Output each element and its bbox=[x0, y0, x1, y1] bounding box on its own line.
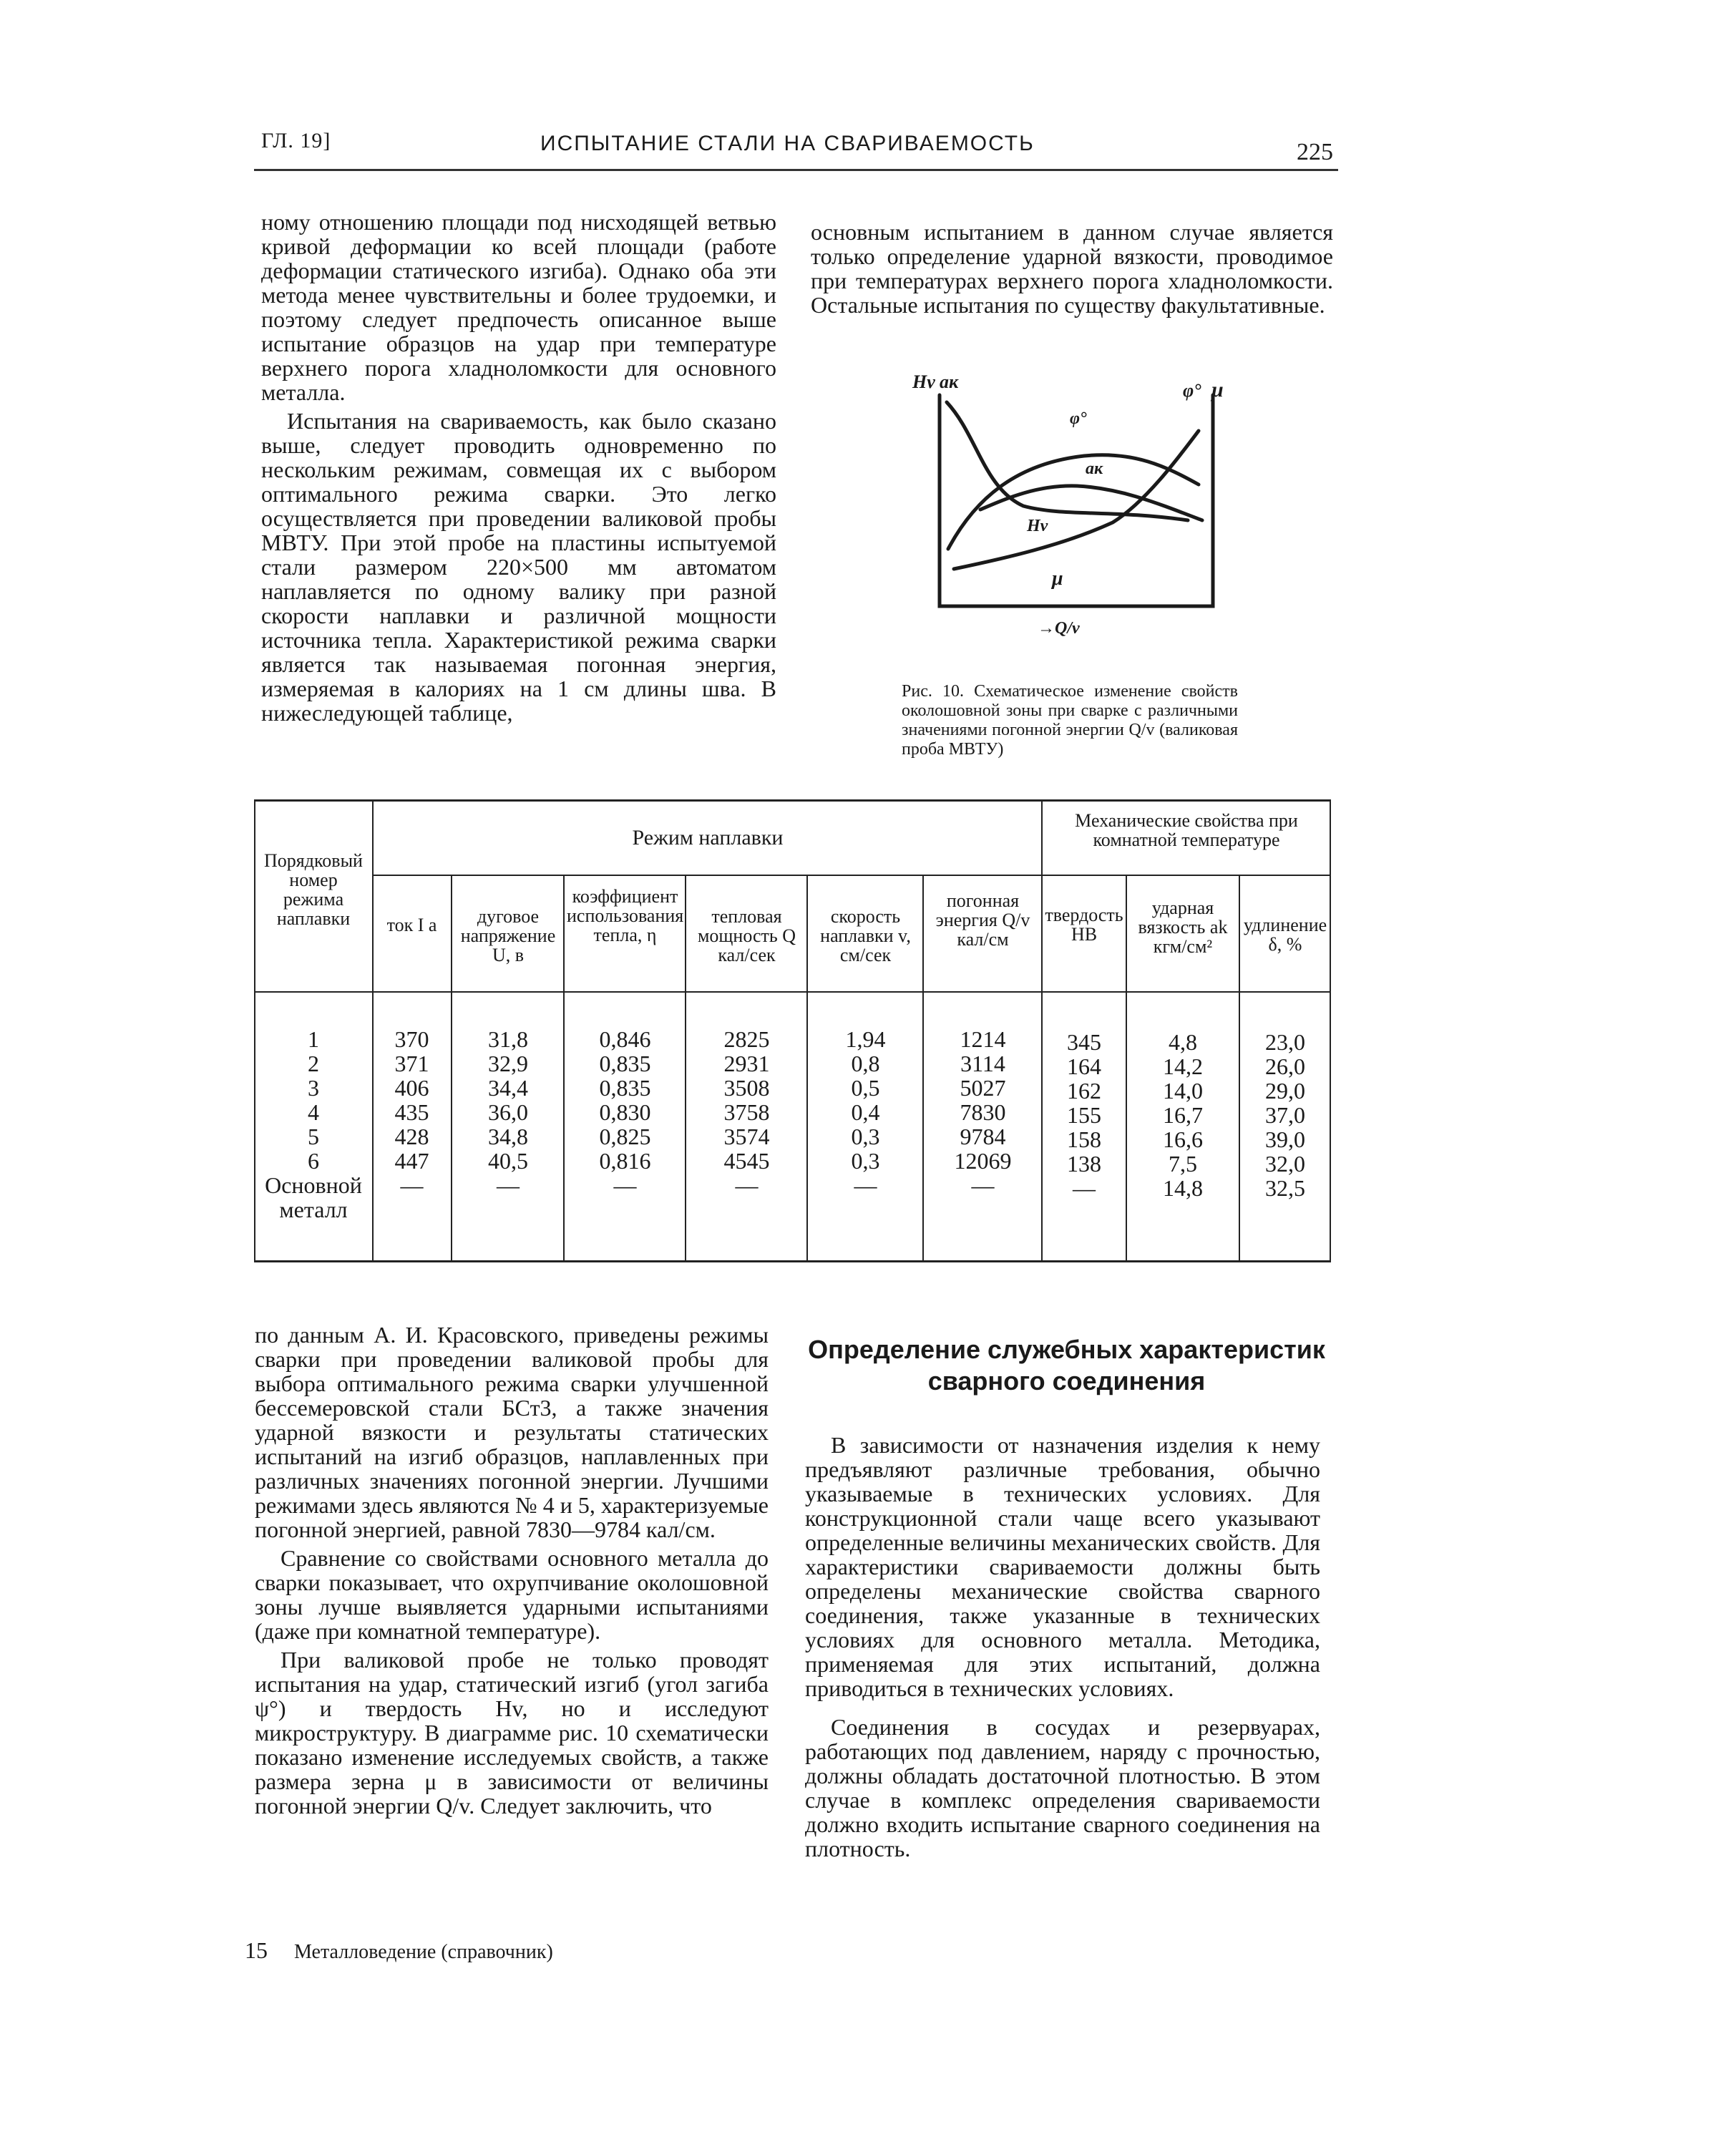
cell-elongation: 23,0 26,0 29,0 37,0 39,0 32,0 32,5 bbox=[1265, 1029, 1305, 1201]
cell-voltage: 31,8 32,9 34,4 36,0 34,8 40,5 — bbox=[488, 1026, 528, 1198]
col-divider bbox=[685, 875, 686, 1262]
cell-current: 370 371 406 435 428 447 — bbox=[394, 1026, 429, 1198]
phi-axis-label: φ° bbox=[1183, 380, 1201, 401]
welding-modes-table bbox=[254, 799, 1331, 1263]
header-current: ток I а bbox=[386, 915, 437, 935]
col-divider bbox=[1239, 875, 1240, 1262]
cell-energy: 1214 3114 5027 7830 9784 12069 — bbox=[954, 1026, 1012, 1198]
paragraph: Сравнение со свойствами основного металла до сварки показывает, что охрупчивание околошовной зоны лучше выявляется ударными испытаниями (даже при комнатной температуре). bbox=[255, 1545, 769, 1644]
mu-axis-label: μ bbox=[1211, 378, 1224, 401]
mu-curve bbox=[954, 431, 1199, 569]
paragraph: по данным А. И. Красовского, приведены режимы сварки при проведении валиковой пробы для выбора оптимального режима сварки улучшенной бессемеровской стали БСт3, а также значения ударной вязкости и результаты статических испытаний на изгиб образцов, наплавленных при различных значениях погонной энергии. Лучшими режимами здесь являются № 4 и 5, характеризуемые погонной энергией, равной 7830—9784 кал/см. bbox=[255, 1322, 769, 1542]
col-divider bbox=[563, 875, 565, 1262]
col-divider bbox=[1330, 799, 1331, 1262]
running-title: ИСПЫТАНИЕ СТАЛИ НА СВАРИВАЕМОСТЬ bbox=[540, 132, 1035, 155]
left-column-bottom bbox=[255, 1323, 769, 1822]
header-row-number: Порядковый номер режима наплавки bbox=[264, 850, 363, 929]
header-eta: коэффициент использования тепла, η bbox=[567, 886, 684, 945]
cell-eta: 0,846 0,835 0,835 0,830 0,825 0,816 — bbox=[599, 1026, 651, 1198]
header-hardness: твердость HB bbox=[1045, 905, 1123, 945]
book-title: Металловедение (справочник) bbox=[294, 1941, 553, 1963]
cell-hardness: 345 164 162 155 158 138 — bbox=[1067, 1029, 1101, 1201]
paragraph: Соединения в сосудах и резервуарах, работающих под давлением, наряду с прочностью, должны обладать достаточной плотностью. В этом случае в комплекс определения свариваемости должно входить испытание сварного соединения на плотность. bbox=[805, 1714, 1320, 1861]
chapter-label: ГЛ. 19] bbox=[261, 129, 331, 152]
cell-power: 2825 2931 3508 3758 3574 4545 — bbox=[723, 1026, 770, 1198]
table-header-rule bbox=[254, 991, 1331, 993]
paragraph: основным испытанием в данном случае является только определение ударной вязкости, проводимое при температурах верхнего порога хладноломкости. Остальные испытания по существу факультативные. bbox=[811, 219, 1333, 318]
col-divider bbox=[806, 875, 808, 1262]
header-group-mech: Механические свойства при комнатной температуре bbox=[1075, 810, 1298, 850]
signature-number: 15 bbox=[245, 1937, 268, 1963]
ak-axis-label: aк bbox=[940, 371, 959, 392]
ak-curve bbox=[980, 486, 1202, 520]
mu-curve-label: μ bbox=[1052, 568, 1063, 590]
col-divider bbox=[254, 799, 255, 1262]
cell-row-number: 1 2 3 4 5 6 Основной металл bbox=[265, 1026, 362, 1222]
table-top-rule bbox=[254, 799, 1331, 802]
cell-speed: 1,94 0,8 0,5 0,4 0,3 0,3 — bbox=[845, 1026, 886, 1198]
paragraph: ному отношению площади под нисходящей ветвью кривой деформации ко всей площади (работе деформации статического изгиба). Однако оба эти метода менее чувствительны и более трудоемки, и поэтому следует предпочесть описанное выше испытание образцов на удар при температуре верхнего порога хладноломкости для основного металла. bbox=[261, 209, 776, 405]
header-energy: погонная энергия Q/v кал/см bbox=[935, 890, 1030, 950]
col-divider bbox=[372, 799, 374, 1262]
right-column-top bbox=[811, 220, 1333, 321]
phi-curve-label: φ° bbox=[1070, 409, 1087, 428]
hv-axis-label: Hv bbox=[912, 371, 935, 392]
table-subheader-rule bbox=[372, 875, 1331, 876]
figure-caption: Рис. 10. Схематическое изменение свойств околошовной зоны при сварке с различными значениями погонной энергии Q/v (валиковая проба МВТУ) bbox=[902, 682, 1238, 759]
page-footer bbox=[245, 1937, 553, 1964]
page-number: 225 bbox=[1297, 139, 1333, 165]
x-axis-label: →Q/v bbox=[1038, 619, 1080, 638]
left-column-top bbox=[261, 210, 776, 729]
cell-impact: 4,8 14,2 14,0 16,7 16,6 7,5 14,8 bbox=[1163, 1029, 1203, 1201]
header-impact: ударная вязкость ak кгм/см² bbox=[1138, 897, 1228, 957]
ak-curve-label: aк bbox=[1086, 459, 1103, 478]
header-elongation: удлинение δ, % bbox=[1243, 915, 1327, 955]
paragraph: Испытания на свариваемость, как было сказано выше, следует проводить одновременно по нескольким режимам, совмещая их с выбором оптимального режима сварки. Это легко осуществляется при проведении валиковой пробы МВТУ. При этой пробе на пластины испытуемой стали размером 220×500 мм автоматом наплавляется по одному валику при разной скорости наплавки и различной мощности источника тепла. Характеристикой режима сварки является так называемая погонная энергия, измеряемая в калориях на 1 см длины шва. В нижеследующей таблице, bbox=[261, 408, 776, 726]
header-voltage: дуговое напряжение U, в bbox=[460, 906, 556, 965]
figure-diagram bbox=[898, 366, 1242, 646]
hv-curve-label: Hv bbox=[1027, 517, 1048, 535]
header-rule bbox=[254, 169, 1338, 171]
paragraph: При валиковой пробе не только проводят испытания на удар, статический изгиб (угол загиба ψ°) и твердость Hv, но и исследуют микроструктуру. В диаграмме рис. 10 схематически показано изменение исследуемых свойств, а также размера зерна μ в зависимости от величины погонной энергии Q/v. Следует заключить, что bbox=[255, 1647, 769, 1819]
section-heading: Определение служебных характеристик сварного соединения bbox=[808, 1335, 1325, 1396]
header-speed: скорость наплавки v, см/сек bbox=[820, 906, 911, 965]
col-divider bbox=[451, 875, 452, 1262]
table-bottom-rule bbox=[254, 1260, 1331, 1262]
col-divider bbox=[1041, 799, 1043, 1262]
paragraph: В зависимости от назначения изделия к нему предъявляют различные требования, обычно указываемые в технических условиях. Для конструкционной стали чаще всего указывают определенные величины механических свойств. Для характеристики свариваемости должны быть определены механические свойства сварного соединения, также указанные в технических условиях для основного металла. Методика, применяемая для этих испытаний, должна приводиться в технических условиях. bbox=[805, 1432, 1320, 1701]
col-divider bbox=[1126, 875, 1127, 1262]
header-power: тепловая мощность Q кал/сек bbox=[697, 906, 796, 965]
header-group-mode: Режим наплавки bbox=[632, 826, 784, 849]
right-column-bottom bbox=[805, 1433, 1320, 1865]
col-divider bbox=[922, 875, 924, 1262]
